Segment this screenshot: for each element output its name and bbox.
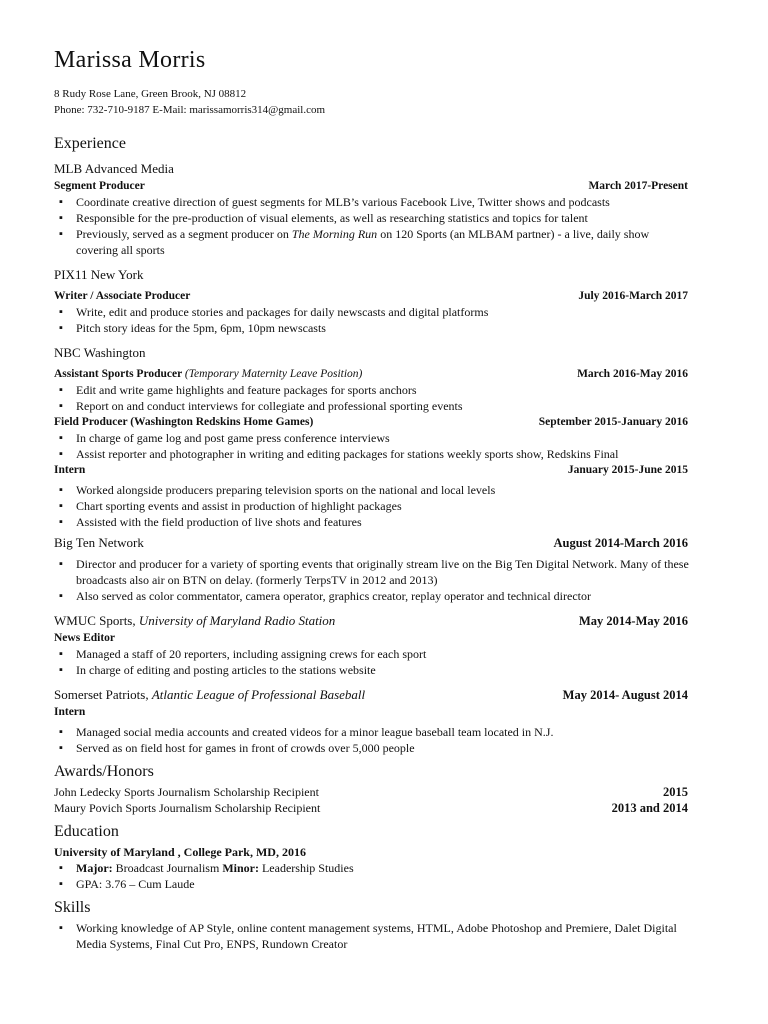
award-row (54, 800, 688, 816)
org-pix11: PIX11 New York (54, 267, 144, 282)
list-item: ▪ Write, edit and produce stories and packages for daily newscasts and digital platforms (54, 304, 694, 320)
nbc-role3: Intern (54, 464, 86, 476)
nbc-date2: September 2015-January 2016 (538, 416, 688, 428)
list-item: ▪ Director and producer for a variety of sporting events that originally stream live on the Big Ten Digital Network. Many of these broadcasts also air on BTN on delay. (formerly TerpsTV in 2012 and 2013) (54, 556, 694, 588)
org-subtitle: Atlantic League of Professional Baseball (151, 687, 366, 702)
role-title: Assistant Sports Producer (54, 368, 182, 380)
nbc-role3-row (54, 462, 688, 478)
minor-label: Minor: (222, 861, 259, 875)
bigten-row (54, 534, 688, 552)
bigten-bullets (54, 556, 694, 604)
list-item: ▪ GPA: 3.76 – Cum Laude (54, 876, 694, 892)
list-item: ▪ In charge of editing and posting articles to the stations website (54, 662, 694, 678)
list-item (54, 226, 694, 258)
pix11-date: July 2016-March 2017 (578, 290, 688, 302)
org-mlb: MLB Advanced Media (54, 161, 174, 176)
education-heading: Education (54, 823, 119, 840)
list-item: ▪ Chart sporting events and assist in production of highlight packages (54, 498, 694, 514)
list-item: ▪ Also served as color commentator, camera operator, graphics creator, replay operator and technical director (54, 588, 694, 604)
nbc-date3: January 2015-June 2015 (567, 464, 688, 476)
org-name: Somerset Patriots, (54, 687, 149, 702)
somerset-row (54, 686, 688, 704)
org-name: WMUC Sports, (54, 613, 136, 628)
mlb-role-row (54, 178, 688, 194)
show-title: The Morning Run (291, 227, 378, 241)
mlb-bullets (54, 194, 694, 258)
mlb-role: Segment Producer (54, 180, 145, 192)
org-nbc: NBC Washington (54, 345, 146, 360)
nbc-role1 (54, 366, 362, 382)
list-item: ▪ Assist reporter and photographer in writing and editing packages for stations weekly sports show, Redskins Final (54, 446, 694, 462)
major-label: Major: (76, 861, 113, 875)
somerset-role: Intern (54, 706, 86, 718)
school: University of Maryland , College Park, MD, 2016 (54, 845, 306, 859)
list-item: ▪ Pitch story ideas for the 5pm, 6pm, 10pm newscasts (54, 320, 694, 336)
list-item: ▪ Managed a staff of 20 reporters, including assigning crews for each sport (54, 646, 694, 662)
nbc-bullets1 (54, 382, 694, 414)
role-note: (Temporary Maternity Leave Position) (184, 368, 363, 380)
award-row (54, 784, 688, 800)
nbc-date1: March 2016-May 2016 (577, 368, 688, 380)
education-bullets (54, 860, 694, 892)
list-item: ▪ Served as on field host for games in front of crowds over 5,000 people (54, 740, 694, 756)
nbc-bullets3 (54, 482, 694, 530)
org-wmuc (54, 612, 335, 630)
experience-heading: Experience (54, 135, 126, 152)
nbc-role2-row (54, 414, 688, 430)
bigten-date: August 2014-March 2016 (553, 536, 688, 550)
list-item: ▪ Assisted with the field production of live shots and features (54, 514, 694, 530)
award-year: 2013 and 2014 (611, 801, 688, 815)
list-item: ▪ Responsible for the pre-production of visual elements, as well as researching statistics and topics for talent (54, 210, 694, 226)
wmuc-role: News Editor (54, 632, 116, 644)
somerset-date: May 2014- August 2014 (562, 688, 688, 702)
bullet-text: Previously, served as a segment producer on (76, 227, 292, 241)
mlb-date: March 2017-Present (588, 180, 688, 192)
list-item: ▪ Report on and conduct interviews for collegiate and professional sporting events (54, 398, 694, 414)
award-name: Maury Povich Sports Journalism Scholarship Recipient (54, 801, 321, 815)
wmuc-bullets (54, 646, 694, 678)
org-bigten: Big Ten Network (54, 535, 144, 550)
candidate-name: Marissa Morris (54, 47, 206, 73)
skills-heading: Skills (54, 899, 91, 916)
nbc-bullets2 (54, 430, 694, 462)
bullet-text: on 120 Sports (an MLBAM partner) - a live, daily show covering all sports (76, 227, 650, 257)
resume-page (54, 46, 694, 952)
award-name: John Ledecky Sports Journalism Scholarship Recipient (54, 785, 319, 799)
skills-bullets (54, 920, 694, 952)
org-somerset (54, 686, 365, 704)
nbc-role2: Field Producer (Washington Redskins Home Games) (54, 416, 314, 428)
pix11-role: Writer / Associate Producer (54, 290, 191, 302)
somerset-bullets (54, 724, 694, 756)
minor-value: Leadership Studies (258, 861, 354, 875)
major-value: Broadcast Journalism (112, 861, 223, 875)
wmuc-row (54, 612, 688, 630)
list-item: ▪ In charge of game log and post game press conference interviews (54, 430, 694, 446)
pix11-role-row (54, 288, 688, 304)
list-item (54, 860, 694, 876)
award-year: 2015 (663, 785, 688, 799)
org-subtitle: University of Maryland Radio Station (138, 613, 336, 628)
nbc-role1-row (54, 366, 688, 382)
list-item: ▪ Coordinate creative direction of guest segments for MLB’s various Facebook Live, Twitter shows and podcasts (54, 194, 694, 210)
address: 8 Rudy Rose Lane, Green Brook, NJ 08812 (54, 88, 247, 100)
wmuc-date: May 2014-May 2016 (578, 614, 688, 628)
pix11-bullets (54, 304, 694, 336)
awards-heading: Awards/Honors (54, 763, 154, 780)
list-item: ▪ Working knowledge of AP Style, online content management systems, HTML, Adobe Photoshop and Premiere, Dalet Digital Media Systems, Final Cut Pro, ENPS, Rundown Creator (54, 920, 694, 952)
phone-email: Phone: 732-710-9187 E-Mail: marissamorris314@gmail.com (54, 104, 326, 116)
list-item: ▪ Worked alongside producers preparing television sports on the national and local levels (54, 482, 694, 498)
list-item: ▪ Managed social media accounts and created videos for a minor league baseball team located in N.J. (54, 724, 694, 740)
list-item: ▪ Edit and write game highlights and feature packages for sports anchors (54, 382, 694, 398)
